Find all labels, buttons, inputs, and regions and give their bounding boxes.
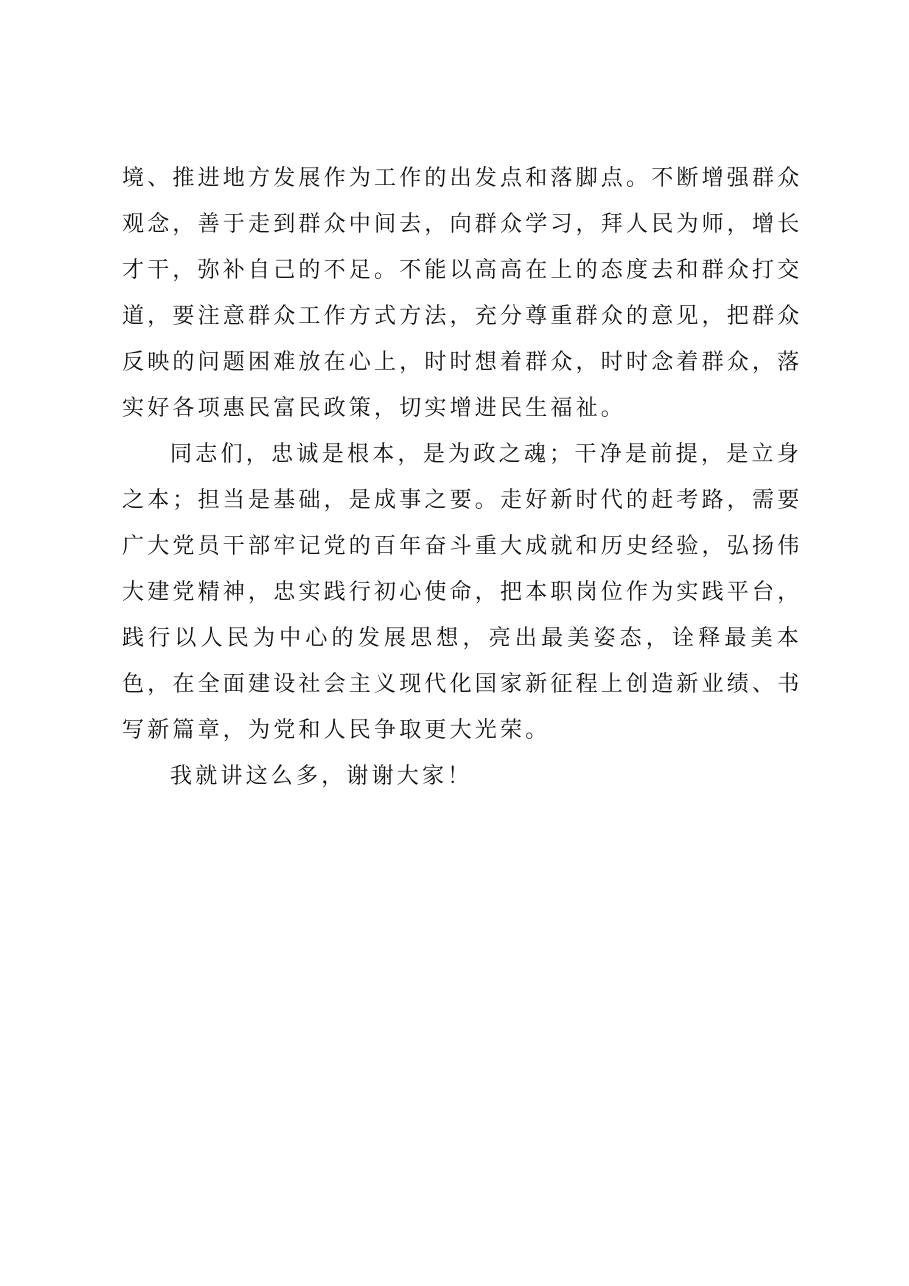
closing-line: 我就讲这么多，谢谢大家！ <box>170 764 473 789</box>
text-line: 色，在全面建设社会主义现代化国家新征程上创造新业绩、书 <box>122 672 803 697</box>
text-line: 践行以人民为中心的发展思想，亮出最美姿态，诠释最美本 <box>122 626 802 651</box>
text-line: 写新篇章，为党和人民争取更大光荣。 <box>122 718 551 743</box>
text-line: 道，要注意群众工作方式方法，充分尊重群众的意见，把群众 <box>122 304 803 329</box>
text-line: 实好各项惠民富民政策，切实增进民生福祉。 <box>122 396 627 421</box>
paragraph-2 <box>122 432 802 754</box>
text-line: 反映的问题困难放在心上，时时想着群众，时时念着群众，落 <box>122 350 803 375</box>
text-line: 大建党精神，忠实践行初心使命，把本职岗位作为实践平台， <box>122 580 803 605</box>
text-line: 同志们，忠诚是根本，是为政之魂；干净是前提，是立身 <box>170 442 802 467</box>
paragraph-3 <box>122 754 802 800</box>
paragraph-1 <box>122 156 802 432</box>
text-line: 境、推进地方发展作为工作的出发点和落脚点。不断增强群众 <box>122 166 803 191</box>
body-text <box>122 156 802 800</box>
text-line: 观念，善于走到群众中间去，向群众学习，拜人民为师，增长 <box>122 212 803 237</box>
text-line: 广大党员干部牢记党的百年奋斗重大成就和历史经验，弘扬伟 <box>122 534 803 559</box>
text-line: 才干，弥补自己的不足。不能以高高在上的态度去和群众打交 <box>122 258 803 283</box>
text-line: 之本；担当是基础，是成事之要。走好新时代的赶考路，需要 <box>122 488 803 513</box>
